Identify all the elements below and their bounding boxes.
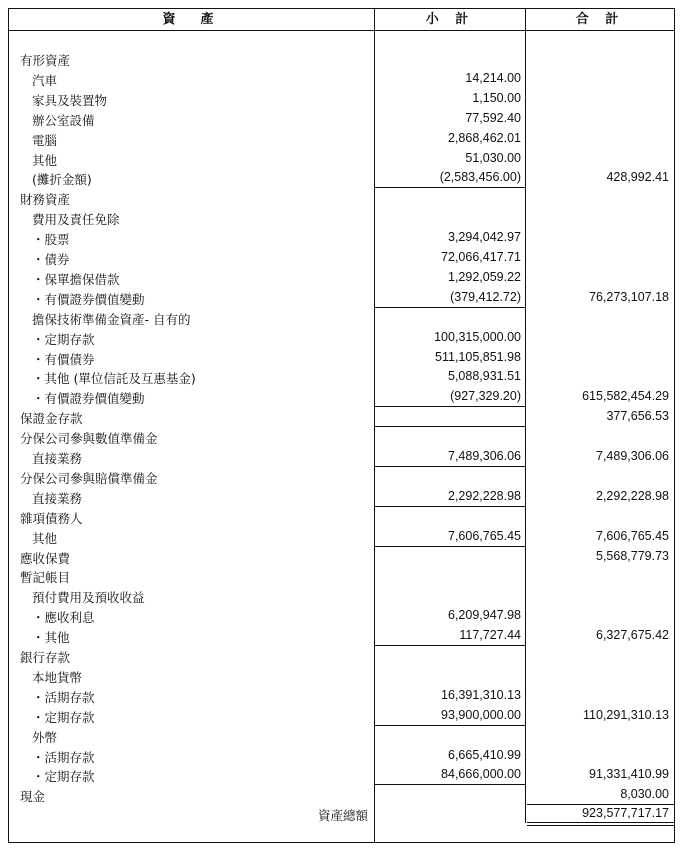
table-row <box>0 129 683 149</box>
table-row <box>0 706 683 726</box>
table-row <box>0 89 683 109</box>
table-row <box>0 407 683 427</box>
frame-top <box>8 8 675 9</box>
row-total: 6,327,675.42 <box>596 628 669 643</box>
row-label: ・有價證券價值變動 <box>32 391 145 407</box>
row-subtotal: 511,105,851.98 <box>435 349 521 364</box>
row-subtotal: 1,292,059.22 <box>448 269 521 284</box>
table-row <box>0 427 683 447</box>
table-row <box>0 149 683 169</box>
row-label: 直接業務 <box>32 490 83 506</box>
row-label: 分保公司參與賠償準備金 <box>20 470 158 486</box>
row-subtotal: 7,489,306.06 <box>448 449 521 463</box>
grand-total-row <box>0 804 683 824</box>
row-label: 應收保費 <box>20 550 71 566</box>
row-label: ・活期存款 <box>32 749 95 765</box>
table-row <box>0 467 683 487</box>
row-total: 615,582,454.29 <box>582 389 669 404</box>
row-label: 辦公室設備 <box>32 112 95 128</box>
header-subtotal: 小 計 <box>425 12 475 27</box>
table-row <box>0 606 683 626</box>
row-subtotal: 16,391,310.13 <box>441 687 521 702</box>
row-total: 91,331,410.99 <box>589 767 669 782</box>
row-subtotal: 72,066,417.71 <box>441 250 521 264</box>
row-label: 本地貨幣 <box>32 669 83 685</box>
table-row <box>0 527 683 547</box>
row-subtotal: 2,868,462.01 <box>448 130 521 145</box>
row-label: ・其他 <box>32 630 70 646</box>
row-label: 有形資產 <box>20 53 71 68</box>
table-row <box>0 367 683 387</box>
table-row <box>0 447 683 467</box>
table-row <box>0 666 683 686</box>
table-row <box>0 288 683 308</box>
row-label: 家具及裝置物 <box>32 92 108 108</box>
table-row <box>0 586 683 606</box>
row-label: ・有價證券價值變動 <box>32 291 145 307</box>
table-row <box>0 268 683 288</box>
row-label: 電腦 <box>32 132 58 148</box>
table-row <box>0 646 683 666</box>
table-row <box>0 109 683 129</box>
table-row <box>0 626 683 646</box>
row-total: 76,273,107.18 <box>589 289 669 304</box>
table-row <box>0 487 683 507</box>
row-subtotal: 51,030.00 <box>465 150 521 165</box>
row-subtotal: (2,583,456.00) <box>439 170 521 185</box>
table-row <box>0 785 683 805</box>
table-row <box>0 547 683 567</box>
row-label: 外幣 <box>32 729 58 745</box>
row-subtotal: 1,150.00 <box>472 90 521 105</box>
table-row <box>0 387 683 407</box>
row-total: 110,291,310.13 <box>583 707 669 722</box>
table-row <box>0 308 683 328</box>
table-row <box>0 566 683 586</box>
table-row <box>0 746 683 766</box>
row-label: 其他 <box>32 530 58 546</box>
table-row <box>0 208 683 228</box>
row-subtotal: 93,900,000.00 <box>441 707 521 722</box>
table-row <box>0 726 683 746</box>
row-total: 2,292,228.98 <box>596 488 669 503</box>
row-label: 財務資產 <box>20 192 71 208</box>
table-row <box>0 188 683 208</box>
row-total: 7,489,306.06 <box>596 449 669 463</box>
row-label: 暫記帳目 <box>20 570 71 586</box>
row-label: 汽車 <box>32 72 58 88</box>
row-label: 費用及責任免除 <box>32 212 120 228</box>
row-subtotal: (927,329.20) <box>450 389 521 404</box>
row-label: 直接業務 <box>32 451 83 466</box>
row-label: 銀行存款 <box>20 650 71 665</box>
row-label: (攤折金額) <box>32 172 92 188</box>
row-label: ・定期存款 <box>32 709 95 725</box>
row-total: 8,030.00 <box>620 787 669 802</box>
row-label: 保證金存款 <box>20 411 83 427</box>
row-subtotal: 117,727.44 <box>459 628 521 643</box>
row-subtotal: 6,209,947.98 <box>448 608 521 623</box>
column-divider <box>525 30 526 823</box>
table-row <box>0 69 683 89</box>
frame-bottom <box>8 842 675 843</box>
row-subtotal: 2,292,228.98 <box>448 488 521 503</box>
table-row <box>0 765 683 785</box>
row-subtotal: 14,214.00 <box>465 70 521 85</box>
row-subtotal: 3,294,042.97 <box>448 230 521 245</box>
table-row <box>0 328 683 348</box>
grand-total-underline <box>527 822 674 823</box>
row-label: ・其他 (單位信託及互惠基金) <box>32 371 196 387</box>
row-subtotal: 6,665,410.99 <box>448 747 521 762</box>
row-subtotal: 5,088,931.51 <box>448 369 521 384</box>
row-label: ・股票 <box>32 232 70 248</box>
row-label: 擔保技術準備金資產- 自有的 <box>32 311 191 327</box>
table-row <box>0 686 683 706</box>
table-row <box>0 228 683 248</box>
table-row <box>0 348 683 368</box>
row-label: ・債券 <box>32 252 70 267</box>
header-asset: 資 產 <box>162 12 220 27</box>
row-label: ・有價債券 <box>32 351 95 367</box>
grand-total-double-underline <box>527 825 674 826</box>
row-subtotal: 100,315,000.00 <box>434 329 521 344</box>
header-total: 合 計 <box>575 12 625 27</box>
grand-total-label: 資產總額 <box>318 808 369 823</box>
row-label: 雜項債務人 <box>20 510 83 526</box>
row-total: 5,568,779.73 <box>596 548 669 563</box>
row-total: 428,992.41 <box>606 170 669 185</box>
row-subtotal: 7,606,765.45 <box>448 528 521 543</box>
table-row <box>0 507 683 527</box>
row-total: 377,656.53 <box>606 409 669 424</box>
row-subtotal: 77,592.40 <box>465 110 521 125</box>
row-label: ・活期存款 <box>32 689 95 705</box>
row-subtotal: 84,666,000.00 <box>441 767 521 782</box>
table-row <box>0 168 683 188</box>
row-label: 現金 <box>20 789 46 805</box>
row-total: 7,606,765.45 <box>596 528 669 543</box>
row-label: ・定期存款 <box>32 769 95 785</box>
row-label: ・應收利息 <box>32 610 95 626</box>
row-label: 其他 <box>32 152 58 168</box>
header-bottom-line <box>8 30 675 31</box>
row-subtotal: (379,412.72) <box>450 289 521 304</box>
grand-total-value: 923,577,717.17 <box>582 806 669 820</box>
row-label: ・保單擔保借款 <box>32 271 120 287</box>
table-row <box>0 248 683 268</box>
row-label: ・定期存款 <box>32 331 95 347</box>
table-row <box>0 49 683 69</box>
column-divider <box>374 30 375 842</box>
row-label: 分保公司參與數值準備金 <box>20 431 158 447</box>
row-label: 預付費用及預收收益 <box>32 590 145 606</box>
